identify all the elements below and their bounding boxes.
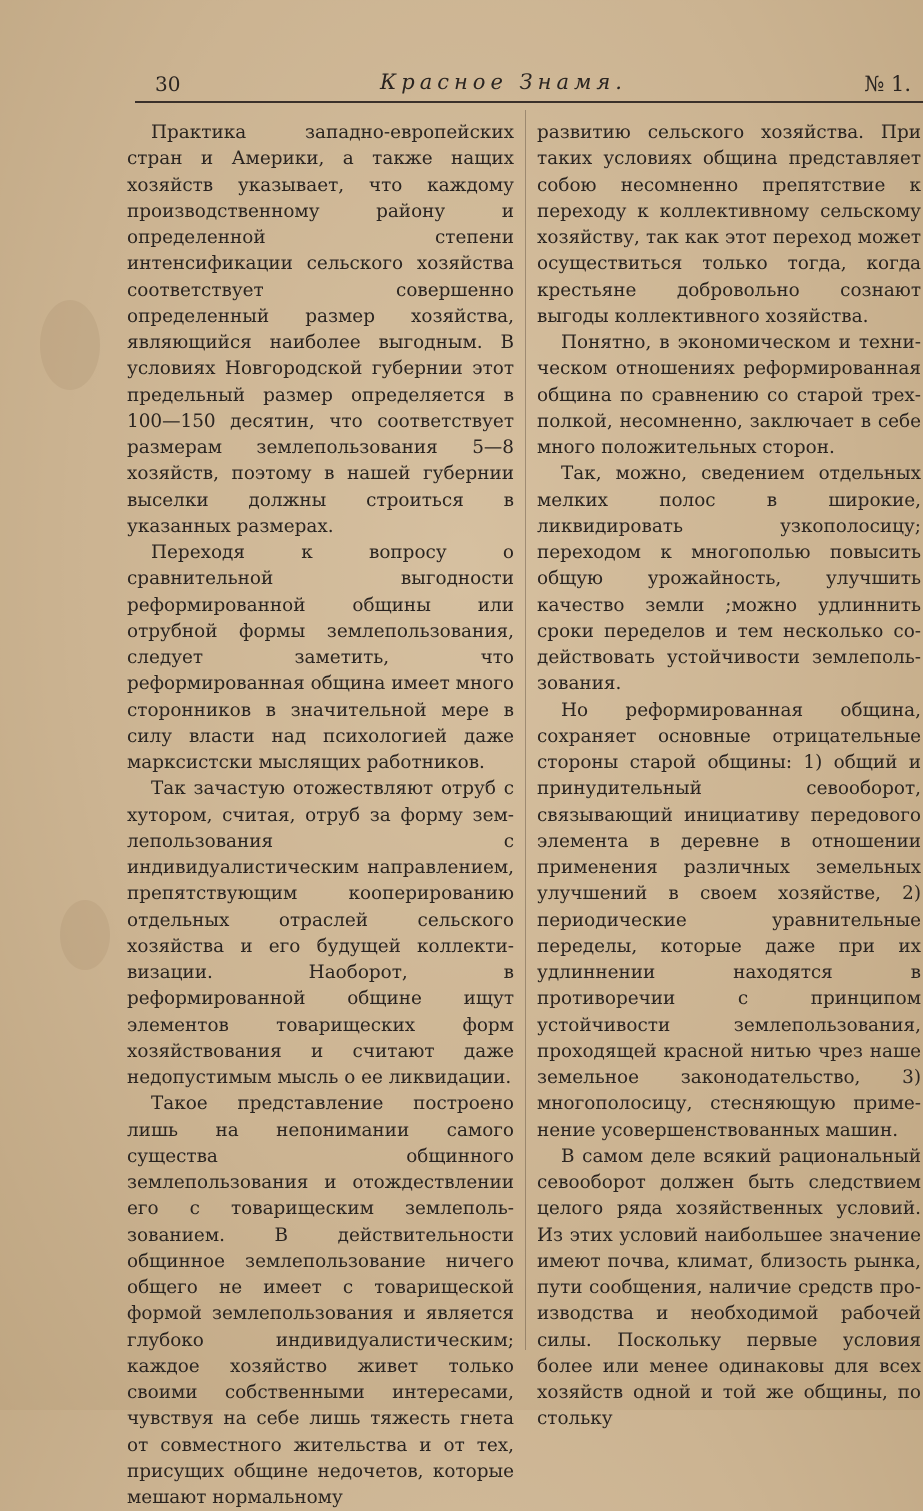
paragraph: Так, можно, сведением отдельных мелких полос в широкие, ликвидировать узкополосицу; переходом к многополью повысить общую урожайность, улучшить качество земли ;можно удлиннить сроки переделов и тем несколько содействовать устойчивости землепользования. (537, 463, 921, 695)
paragraph: Понятно, в экономическом и техническом отношениях реформированная община по сравнению со старой трехполкой, несомненно, заключает в себе много положительных сторон. (537, 332, 921, 458)
page-header (135, 68, 915, 102)
paragraph-continued: развитию сельского хозяйства. При таких условиях община представляет собою несомненно препятствие к переходу к коллективному сельскому хозяйству, так как этот переход может осуществиться только тогда, когда крестьяне добровольно сознают выгоды коллективного хозяйства. (537, 122, 921, 327)
paper-stain (60, 900, 110, 970)
column-divider (525, 110, 526, 1350)
paragraph: Так зачастую отожествляют отруб с хутором, считая, отруб за форму землепользования с индивидуалистическим направлением, препятствующим кооперированию отдельных отраслей сельского хозяйства и его будущей коллективизации. Наоборот, в реформированной общине ищут элементов товарищеских форм хозяйствования и считают даже недопустимым мысль о ее ликвидации. (127, 778, 514, 1088)
issue-number: № 1. (864, 72, 911, 96)
paper-stain (40, 300, 100, 390)
header-rule (135, 101, 923, 103)
page-number: 30 (155, 72, 181, 96)
paragraph: Практика западно-европейских стран и Америки, а также нащих хозяйств указывает, что каждому производственному району и определенной степени интенсификации сельского хозяйства соответствует совершенно определенный размер хозяйства, являющийся наиболее выгодным. В условиях Новгородской губернии этот предельный размер определяется в 100—150 десятин, что соответствует размерам землепользования 5—8 хозяйств, поэтому в нашей губернии выселки должны строиться в указанных размерах. (127, 122, 514, 537)
right-column (537, 120, 921, 1430)
paragraph: В самом деле всякий рациональный севооборот должен быть следствием целого ряда хозяйственных условий. Из этих условий наибольшее значение имеют почва, климат, близость рынка, пути сообщения, наличие средств производства и необходимой рабочей силы. Поскольку первые условия более или менее одинаковы для всех хозяйств одной и той же общины, по стольку (537, 1145, 921, 1430)
paragraph: Такое представление построено лишь на непонимании самого существа общинного землепользования и отождествлении его с товарищеским землепользованием. В действительности общинное землепользование ничего общего не имеет с товарищеской формой землепользования и является глубоко индивидуалистическим; каждое хозяйство живет только своими собственными интересами, чувствуя на себе лишь тяжесть гнета от совместного жительства и от тех, присущих общине недочетов, которые мешают нормальному (127, 1093, 514, 1508)
left-column (127, 120, 514, 1508)
paragraph: Переходя к вопросу о сравнительной выгодности реформированной общины или отрубной формы землепользования, следует заметить, что реформированная община имеет много сторонников в значительной мере в силу власти над психологией даже марксистски мыслящих работников. (127, 542, 514, 773)
paragraph: Но реформированная община, сохраняет основные отрицательные стороны старой общины: 1) общий и принудительный севооборот, связывающий инициативу передового элемента в деревне в отношении применения различных земельных улучшений в своем хозяйстве, 2) периодические уравнительные переделы, которые даже при их удлиннении находятся в противоречии с принципом устойчивости землепользования, проходящей красной нитью чрез наше земельное законодательство, 3) многополосицу, стесняющую применение усовершенствованных машин. (537, 699, 921, 1141)
journal-title: Красное Знамя. (380, 70, 627, 94)
